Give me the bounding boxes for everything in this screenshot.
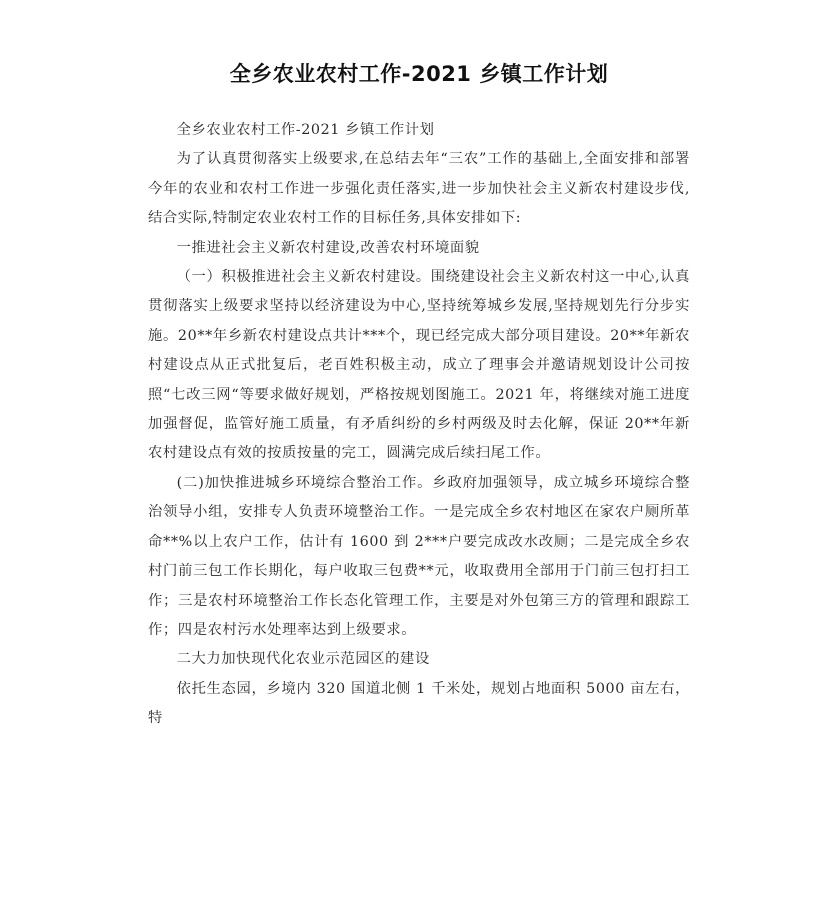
paragraph-item-1: （一）积极推进社会主义新农村建设。围绕建设社会主义新农村这一中心,认真贯彻落实上级要求坚持以经济建设为中心,坚持统筹城乡发展,坚持规划先行分步实施。20**年乡新农村建设点共计***个，现已经完成大部分项目建设。20**年新农村建设点从正式批复后，老百姓积极主动，成立了理事会并邀请规划设计公司按照“七改三网“等要求做好规划，严格按规划图施工。2021 年，将继续对施工进度加强督促，监管好施工质量，有矛盾纠纷的乡村两级及时去化解，保证 20**年新农村建设点有效的按质按量的完工，圆满完成后续扫尾工作。 bbox=[148, 269, 690, 462]
paragraph-intro: 为了认真贯彻落实上级要求,在总结去年“三农”工作的基础上,全面安排和部署今年的农业和农村工作进一步强化责任落实,进一步加快社会主义新农村建设步伐,结合实际,特制定农业农村工作的目标任务,具体安排如下: bbox=[148, 151, 690, 227]
paragraph-item-2: (二)加快推进城乡环境综合整治工作。乡政府加强领导，成立城乡环境综合整治领导小组，安排专人负责环境整治工作。一是完成全乡农村地区在家农户厕所革命**%以上农户工作，估计有 1600 到 2***户要完成改水改厕；二是完成全乡农村门前三包工作长期化，每户收取三包费**元，收取费用全部用于门前三包打扫工作；三是农村环境整治工作长态化管理工作，主要是对外包第三方的管理和跟踪工作；四是农村污水处理率达到上级要求。 bbox=[148, 474, 690, 638]
paragraph-eco-park: 依托生态园，乡境内 320 国道北侧 1 千米处，规划占地面积 5000 亩左右，特 bbox=[148, 680, 690, 727]
document-title: 全乡农业农村工作-2021 乡镇工作计划 bbox=[229, 62, 609, 86]
document-body bbox=[148, 116, 690, 734]
section-heading-2: 二大力加快现代化农业示范园区的建设 bbox=[176, 651, 430, 668]
paragraph-subtitle: 全乡农业农村工作-2021 乡镇工作计划 bbox=[176, 122, 435, 138]
section-heading-1: 一推进社会主义新农村建设,改善农村环境面貌 bbox=[176, 239, 480, 256]
